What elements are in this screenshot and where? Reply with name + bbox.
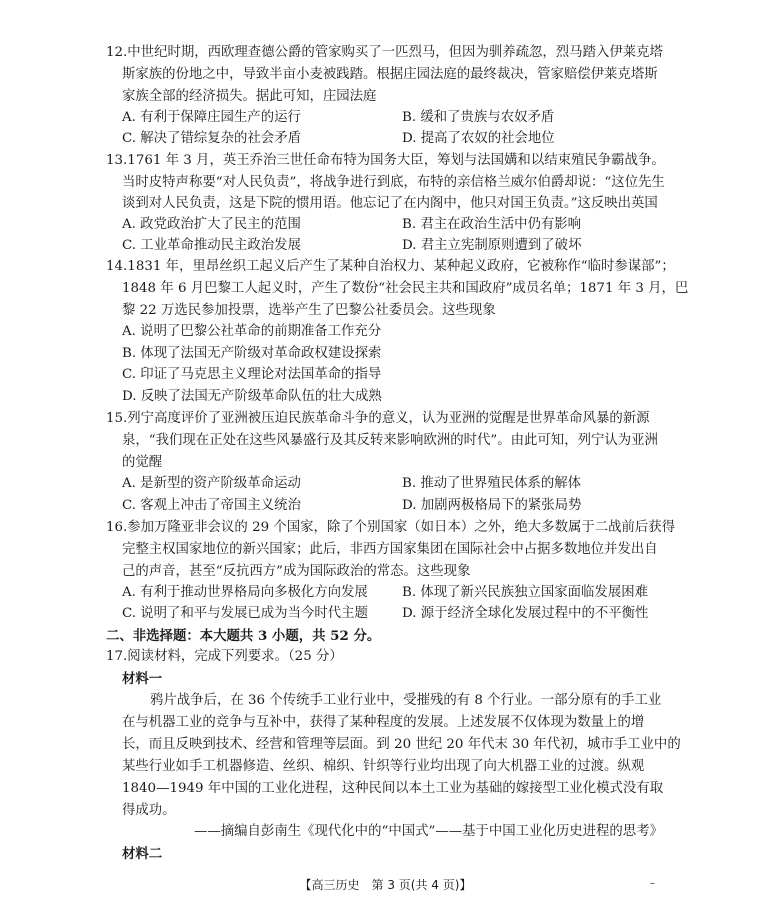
question-14-option-b[interactable]: B. 体现了法国无产阶级对革命政权建设探索 [122, 346, 382, 361]
question-13-line-1: 13.1761 年 3 月，英王乔治三世任命布特为国务大臣，筹划与法国媾和以结束殖民争霸战争。 [106, 153, 665, 168]
question-15-option-b[interactable]: B. 推动了世界殖民体系的解体 [402, 476, 582, 491]
question-16-option-a[interactable]: A. 有利于推动世界格局向多极化方向发展 [122, 585, 368, 600]
question-15-line-2: 泉，“我们现在正处在这些风暴盛行及其反转来影响欧洲的时代”。由此可知，列宁认为亚洲 [122, 433, 658, 448]
question-16-line-3: 己的声音，甚至“反抗西方”成为国际政治的常态。这些现象 [122, 564, 471, 579]
question-16-line-2: 完整主权国家地位的新兴国家；此后，非西方国家集团在国际社会中占据多数地位并发出自 [122, 542, 658, 557]
question-14-option-a[interactable]: A. 说明了巴黎公社革命的前期准备工作充分 [122, 324, 382, 339]
question-16-option-b[interactable]: B. 体现了新兴民族独立国家面临发展困难 [402, 585, 648, 600]
question-16-line-1: 16.参加万隆亚非会议的 29 个国家，除了个别国家（如日本）之外，绝大多数属于二战前后获得 [106, 520, 676, 535]
question-12-option-a[interactable]: A. 有利于保障庄园生产的运行 [122, 110, 301, 125]
question-13-option-d[interactable]: D. 君主立宪制原则遭到了破坏 [402, 238, 582, 253]
question-15-line-3: 的觉醒 [122, 455, 163, 470]
page-footer-label: 【高三历史 第 3 页(共 4 页)】 [299, 878, 472, 892]
question-15-option-c[interactable]: C. 客观上冲击了帝国主义统治 [122, 498, 301, 513]
question-14-line-1: 14.1831 年，里昂丝织工起义后产生了某种自治权力、某种起义政府，它被称作“临时参谋部”； [106, 259, 675, 274]
question-15-option-a[interactable]: A. 是新型的资产阶级革命运动 [122, 476, 301, 491]
material-1-line-3: 长，而且反映到技术、经营和管理等层面。到 20 世纪 20 年代末 30 年代初，城市手工业中的 [122, 737, 681, 752]
material-1-line-1: 鸦片战争后，在 36 个传统手工业行业中，受摧残的有 8 个行业。一部分原有的手工业 [150, 693, 662, 708]
question-12-line-2: 斯家族的份地之中，导致半亩小麦被践踏。根据庄园法庭的最终裁决，管家赔偿伊莱克塔斯 [122, 67, 658, 82]
question-14-option-c[interactable]: C. 印证了马克思主义理论对法国革命的指导 [122, 367, 382, 382]
material-2-title: 材料二 [122, 846, 163, 862]
corner-mark: – [650, 878, 655, 889]
question-12-option-c[interactable]: C. 解决了错综复杂的社会矛盾 [122, 131, 301, 146]
question-14-option-d[interactable]: D. 反映了法国无产阶级革命队伍的壮大成熟 [122, 389, 382, 404]
material-1-title: 材料一 [122, 671, 163, 687]
question-15-option-d[interactable]: D. 加剧两极格局下的紧张局势 [402, 498, 582, 513]
question-13-line-2: 当时皮特声称要“对人民负责”，将战争进行到底，布特的亲信格兰威尔伯爵却说：“这位先生 [122, 175, 665, 190]
question-14-line-3: 黎 22 万选民参加投票，选举产生了巴黎公社委员会。这些现象 [122, 303, 496, 318]
material-1-line-5: 1840—1949 年中国的工业化进程，这种民间以本土工业为基础的嫁接型工业化模式没有取 [122, 781, 664, 796]
question-16-option-c[interactable]: C. 说明了和平与发展已成为当今时代主题 [122, 606, 368, 621]
question-13-line-3: 谈到对人民负责，这是下院的惯用语。他忘记了在内阁中，他只对国王负责。”这反映出英国 [122, 196, 658, 211]
question-13-option-a[interactable]: A. 政党政治扩大了民主的范围 [122, 217, 301, 232]
material-1-line-6: 得成功。 [122, 803, 176, 818]
material-1-line-4: 某些行业如手工机器修造、丝织、棉织、针织等行业均出现了向大机器工业的过渡。纵观 [122, 759, 645, 774]
page-footer [0, 874, 771, 895]
question-15-line-1: 15.列宁高度评价了亚洲被压迫民族革命斗争的意义，认为亚洲的觉醒是世界革命风暴的新源 [106, 411, 650, 426]
question-12-option-b[interactable]: B. 缓和了贵族与农奴矛盾 [402, 110, 555, 125]
section-2-heading: 二、非选择题：本大题共 3 小题，共 52 分。 [106, 628, 381, 644]
question-12-line-3: 家族全部的经济损失。据此可知，庄园法庭 [122, 89, 377, 104]
question-13-option-c[interactable]: C. 工业革命推动民主政治发展 [122, 238, 301, 253]
question-17-stem: 17.阅读材料，完成下列要求。（25 分） [106, 649, 343, 664]
question-12-line-1: 12.中世纪时期，西欧理查德公爵的管家购买了一匹烈马，但因为驯养疏忽，烈马踏入伊莱克塔 [106, 45, 663, 60]
question-13-option-b[interactable]: B. 君主在政治生活中仍有影响 [402, 217, 582, 232]
material-1-line-2: 在与机器工业的竞争与互补中，获得了某种程度的发展。上述发展不仅体现为数量上的增 [122, 715, 645, 730]
question-14-line-2: 1848 年 6 月巴黎工人起义时，产生了数份“社会民主共和国政府”成员名单；1871 年 3 月，巴 [122, 281, 689, 296]
material-1-source: ——摘编自彭南生《现代化中的“中国式”——基于中国工业化历史进程的思考》 [194, 824, 663, 839]
question-16-option-d[interactable]: D. 源于经济全球化发展过程中的不平衡性 [402, 606, 649, 621]
question-12-option-d[interactable]: D. 提高了农奴的社会地位 [402, 131, 555, 146]
